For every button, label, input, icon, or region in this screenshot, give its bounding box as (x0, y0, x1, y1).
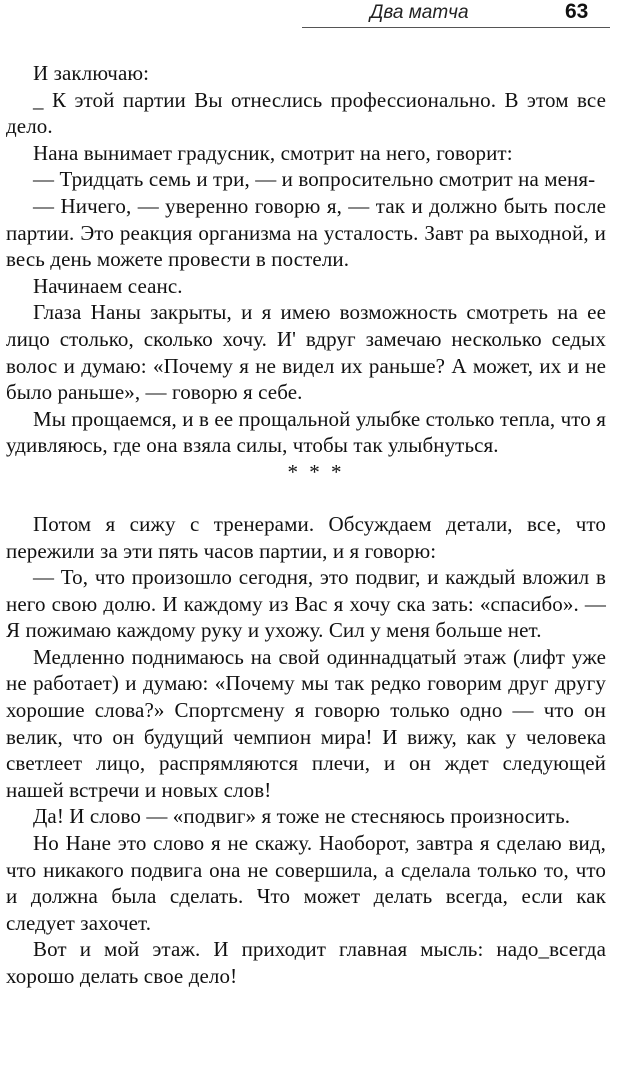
paragraph: Да! И слово — «подвиг» я тоже не стесняюсь произносить. (33, 804, 571, 829)
running-title: Два матча (370, 2, 469, 23)
page-header (0, 0, 620, 40)
paragraph: Начинаем сеанс. (33, 273, 183, 298)
paragraph: И заключаю: (33, 61, 150, 85)
paragraph: — То, что произошло сегодня, это подвиг, и каждый вложил в него свою долю. И каждому из Вас я хочу ска зать: «спасибо». — Я пожимаю каждому руку и ухожу. Сил у меня больше нет. (6, 565, 606, 643)
section-separator: * * * (287, 459, 345, 484)
paragraph: Нана вынимает градусник, смотрит на него, говорит: (33, 140, 513, 165)
paragraph: Вот и мой этаж. И приходит главная мысль: надо_всегда хорошо делать свое дело! (6, 937, 606, 988)
paragraph: — Тридцать семь и три, — и вопросительно смотрит на меня- (33, 167, 596, 192)
paragraph: _ К этой партии Вы отнеслись профессионально. В этом все дело. (6, 87, 606, 139)
paragraph: Глаза Наны закрыты, и я имею возможность смотреть на ее лицо столько, сколько хочу. И' вдруг замечаю несколько седых волос и думаю: «Почему я не видел их раньше? А может, их и не было раньше», — говорю я себе. (6, 300, 606, 405)
paragraph: Мы прощаемся, и в ее прощальной улыбке столько тепла, что я удивляюсь, где она взяла силы, чтобы так улыбнуться. (6, 406, 606, 458)
paragraph: — Ничего, — уверенно говорю я, — так и должно быть после партии. Это реакция организма на усталость. Завт ра выходной, и весь день можете провести в постели. (6, 193, 606, 272)
paragraph: Потом я сижу с тренерами. Обсуждаем детали, все, что пережили за эти пять часов партии, и я говорю: (6, 511, 606, 563)
paragraph: Но Нане это слово я не скажу. Наоборот, завтра я сделаю вид, что никакого подвига она не совершила, а сделала только то, что и должна была сделать. Что может делать всегда, если как следует захочет. (6, 831, 606, 935)
paragraph: Медленно поднимаюсь на свой одиннадцатый этаж (лифт уже не работает) и думаю: «Почему мы так редко говорим друг другу хорошие слова?» Спортсмену я говорю только одно — что он велик, что он будущий чемпион мира! И вижу, как у человека светлеет лицо, распрямляются плечи, и он ждет следующей нашей встречи и новых слов! (6, 644, 606, 802)
header-rule (302, 27, 610, 28)
body-text (6, 60, 606, 990)
page-number: 63 (565, 0, 589, 23)
